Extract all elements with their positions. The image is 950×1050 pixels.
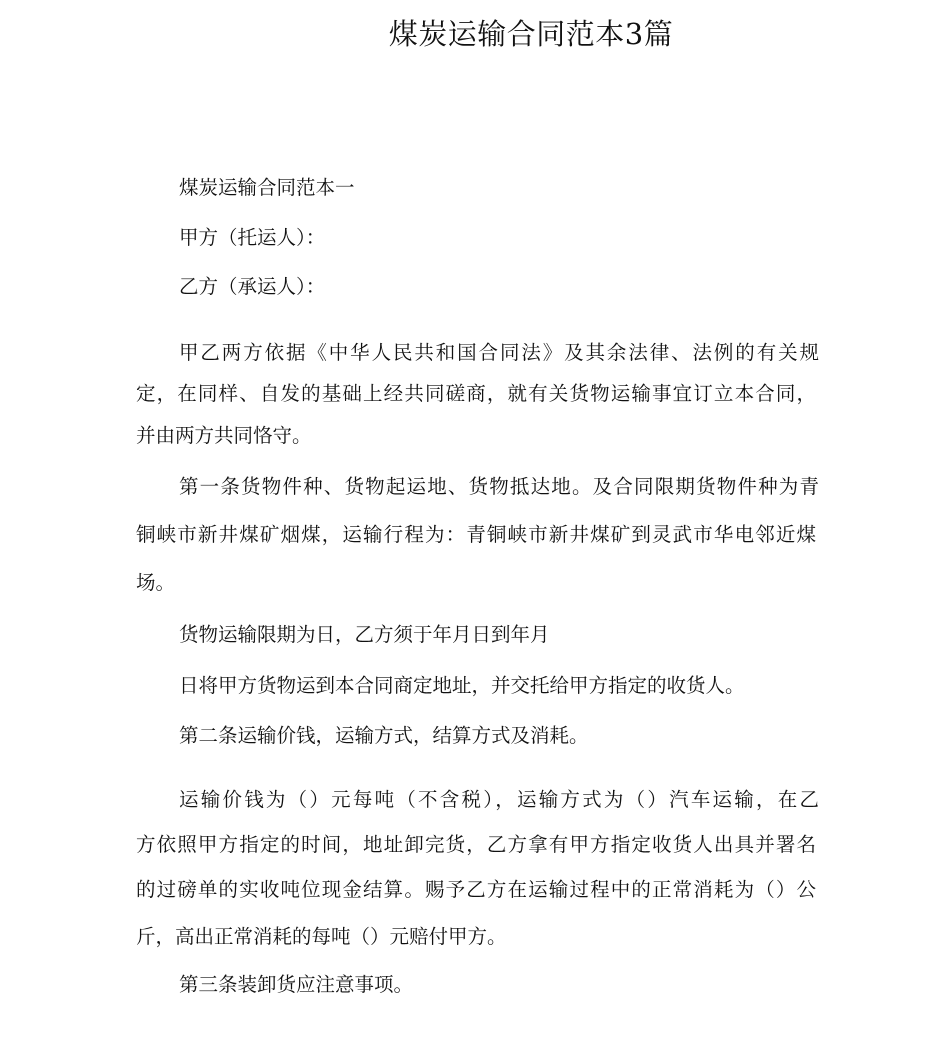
- article-heading: 第三条装卸货应注意事项。: [179, 973, 414, 996]
- party-b-line: 乙方（承运人）：: [179, 275, 326, 298]
- article-heading: 第二条运输价钱，运输方式，结算方式及消耗。: [179, 724, 589, 747]
- paragraph-line: 的过磅单的实收吨位现金结算。赐予乙方在运输过程中的正常消耗为（）公: [136, 878, 816, 901]
- paragraph-line: 运输价钱为（）元每吨（不含税），运输方式为（）汽车运输，在乙: [179, 788, 819, 811]
- paragraph-line: 甲乙两方依据《中华人民共和国合同法》及其余法律、法例的有关规: [179, 341, 819, 364]
- document-title: 煤炭运输合同范本3篇: [388, 17, 674, 51]
- paragraph-line: 斤，高出正常消耗的每吨（）元赔付甲方。: [136, 925, 507, 948]
- paragraph-line: 场。: [136, 571, 176, 594]
- paragraph-line: 并由两方共同恪守。: [136, 424, 312, 447]
- section-heading: 煤炭运输合同范本一: [179, 176, 355, 199]
- paragraph-line: 方依照甲方指定的时间，地址卸完货，乙方拿有甲方指定收货人出具并署名: [136, 833, 816, 856]
- paragraph-line: 日将甲方货物运到本合同商定地址，并交托给甲方指定的收货人。: [179, 674, 745, 697]
- party-a-line: 甲方（托运人）：: [179, 226, 326, 249]
- paragraph-line: 第一条货物件种、货物起运地、货物抵达地。及合同限期货物件种为青: [179, 475, 819, 498]
- paragraph-line: 定，在同样、自发的基础上经共同磋商，就有关货物运输事宜订立本合同，: [136, 382, 816, 405]
- paragraph-line: 货物运输限期为日，乙方须于年月日到年月: [179, 623, 550, 646]
- paragraph-line: 铜峡市新井煤矿烟煤，运输行程为：青铜峡市新井煤矿到灵武市华电邻近煤: [136, 523, 816, 546]
